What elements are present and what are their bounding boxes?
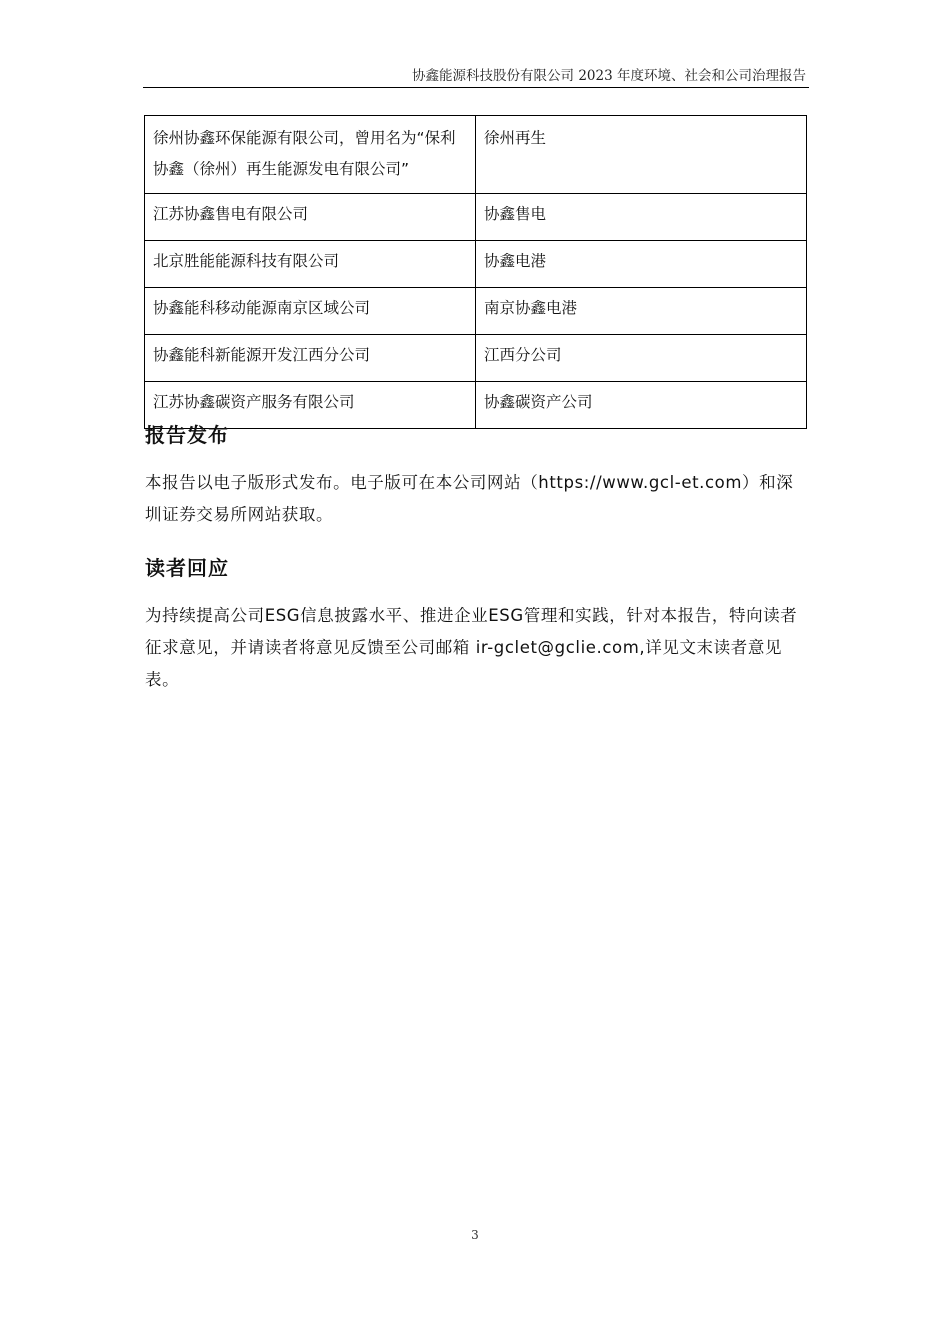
page-number: 3 bbox=[471, 1228, 479, 1242]
entity-short-name: 江西分公司 bbox=[476, 335, 807, 382]
table-row bbox=[145, 335, 807, 382]
entity-short-name: 协鑫电港 bbox=[476, 241, 807, 288]
table-row bbox=[145, 241, 807, 288]
table-row bbox=[145, 194, 807, 241]
running-header: 协鑫能源科技股份有限公司 2023 年度环境、社会和公司治理报告 bbox=[412, 68, 806, 84]
header-rule bbox=[143, 87, 809, 88]
report-release-heading: 报告发布 bbox=[145, 423, 229, 447]
entity-short-name: 协鑫碳资产公司 bbox=[476, 382, 807, 429]
table-row bbox=[145, 382, 807, 429]
table-row bbox=[145, 116, 807, 194]
entity-full-name: 北京胜能能源科技有限公司 bbox=[145, 241, 476, 288]
table-row bbox=[145, 288, 807, 335]
entity-abbreviation-table bbox=[144, 115, 807, 429]
entity-short-name: 协鑫售电 bbox=[476, 194, 807, 241]
entity-short-name: 徐州再生 bbox=[476, 116, 807, 194]
entity-full-name: 协鑫能科移动能源南京区域公司 bbox=[145, 288, 476, 335]
entity-full-name: 江苏协鑫碳资产服务有限公司 bbox=[145, 382, 476, 429]
reader-feedback-paragraph: 为持续提高公司ESG信息披露水平、推进企业ESG管理和实践，针对本报告，特向读者征求意见，并请读者将意见反馈至公司邮箱 ir-gclet@gclie.com,详见文末读者意见表。 bbox=[145, 606, 798, 689]
entity-full-name: 江苏协鑫售电有限公司 bbox=[145, 194, 476, 241]
entity-full-name: 协鑫能科新能源开发江西分公司 bbox=[145, 335, 476, 382]
entity-full-name: 徐州协鑫环保能源有限公司，曾用名为“保利协鑫（徐州）再生能源发电有限公司” bbox=[145, 116, 476, 194]
report-release-paragraph: 本报告以电子版形式发布。电子版可在本公司网站（https://www.gcl-et.com）和深圳证券交易所网站获取。 bbox=[145, 473, 794, 524]
reader-feedback-heading: 读者回应 bbox=[145, 556, 229, 580]
entity-short-name: 南京协鑫电港 bbox=[476, 288, 807, 335]
